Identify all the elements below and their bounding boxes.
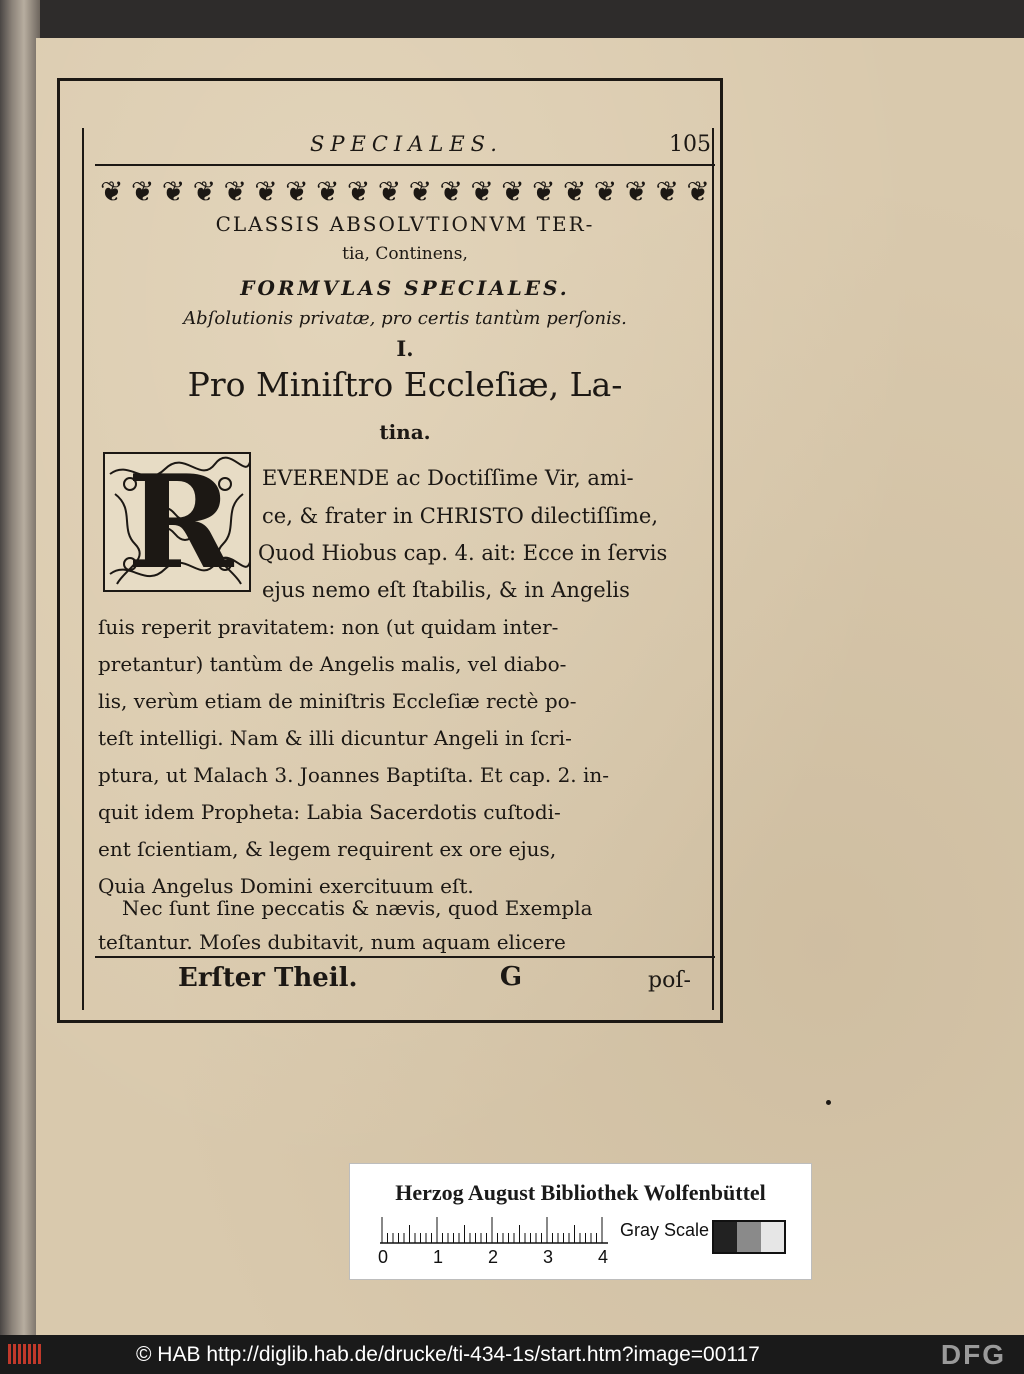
drop-cap-initial [103, 452, 251, 592]
fleuron-icon: ❦ [254, 175, 278, 208]
body-line: pretantur) tantùm de Angelis malis, vel diabo- [98, 652, 567, 676]
running-head [95, 130, 715, 166]
fleuron-icon: ❦ [377, 175, 402, 208]
fleuron-icon: ❦ [655, 175, 679, 208]
fleuron-icon: ❦ [192, 175, 217, 208]
ruler-number: 3 [543, 1247, 554, 1267]
fleuron-icon: ❦ [470, 175, 494, 208]
section-number: I. [396, 336, 414, 361]
copyright-url[interactable]: © HAB http://diglib.hab.de/drucke/ti-434-1s/start.htm?image=00117 [136, 1343, 760, 1366]
ruler-number: 1 [433, 1247, 444, 1267]
ink-spot [826, 1100, 831, 1105]
fleuron-icon: ❦ [686, 175, 710, 208]
library-label [349, 1163, 812, 1280]
library-name: Herzog August Bibliothek Wolfenbüttel [395, 1180, 766, 1205]
running-title: SPECIALES. [310, 132, 503, 156]
gray-swatch [714, 1222, 737, 1252]
heading-line-4: Abſolutionis privatæ, pro certis tantùm perſonis. [183, 308, 627, 329]
section-title: Pro Miniſtro Eccleſiæ, La- [187, 365, 623, 404]
body-line: Quia Angelus Domini exercituum eſt. [98, 874, 474, 898]
body-line: ejus nemo eſt ſtabilis, & in Angelis [262, 578, 630, 602]
body-line: teſt intelligi. Nam & illi dicuntur Angeli in ſcri- [98, 726, 572, 750]
fleuron-icon: ❦ [100, 175, 124, 208]
gray-swatch [761, 1222, 784, 1252]
body-line: lis, verùm etiam de miniſtris Eccleſiæ rectè po- [98, 689, 577, 713]
fleuron-icon: ❦ [532, 175, 556, 208]
fleuron-icon: ❦ [501, 175, 525, 208]
body-line: Nec ſunt ſine peccatis & nævis, quod Exempla [122, 896, 593, 920]
fleuron-icon: ❦ [346, 175, 371, 208]
body-line: Quod Hiobus cap. 4. ait: Ecce in ſervis [258, 541, 668, 565]
footer-bar [0, 1335, 1024, 1374]
fleuron-icon: ❦ [408, 175, 433, 208]
heading-line-1: CLASSIS ABSOLVTIONVM TER- [215, 212, 595, 236]
dfg-logo: DFG [940, 1339, 1006, 1370]
fleuron-icon: ❦ [223, 175, 247, 208]
ruler-number: 4 [598, 1247, 609, 1267]
drop-cap-letter: R [127, 452, 234, 592]
ruler-number: 0 [378, 1247, 389, 1267]
ornament-row [100, 172, 710, 212]
footer-rule [95, 956, 715, 958]
gray-swatch [737, 1222, 760, 1252]
gray-scale-label: Gray Scale [620, 1220, 710, 1240]
ruler-scale [380, 1216, 608, 1244]
fleuron-icon: ❦ [285, 175, 309, 208]
page-number: 105 [669, 132, 711, 157]
fleuron-icon: ❦ [562, 175, 587, 208]
ruler-number: 2 [488, 1247, 499, 1267]
gray-scale-swatch [712, 1220, 786, 1254]
fleuron-icon: ❦ [316, 175, 340, 208]
catchword: poſ- [648, 968, 691, 993]
body-line: ce, & frater in CHRISTO dilectiſſime, [262, 504, 659, 528]
fleuron-icon: ❦ [439, 175, 463, 208]
body-line: quit idem Propheta: Labia Sacerdotis cuſtodi- [98, 800, 561, 824]
fleuron-icon: ❦ [161, 175, 186, 208]
scan-background [0, 0, 40, 1335]
heading-line-3: FORMVLAS SPECIALES. [240, 276, 570, 300]
heading-line-2: tia, Continens, [342, 244, 468, 264]
body-line: ptura, ut Malach 3. Joannes Baptiſta. Et cap. 2. in- [98, 763, 610, 787]
body-line: EVERENDE ac Doctiſſime Vir, ami- [262, 466, 634, 490]
hab-logo-icon [6, 1341, 46, 1367]
body-line: ſuis reperit pravitatem: non (ut quidam inter- [98, 615, 559, 639]
signature-text: Erſter Theil. [178, 963, 358, 993]
signature-mark: G [499, 962, 523, 992]
body-line: ent ſcientiam, & legem requirent ex ore ejus, [98, 837, 557, 861]
fleuron-icon: ❦ [593, 175, 618, 208]
section-title-cont: tina. [379, 420, 431, 444]
fleuron-icon: ❦ [130, 175, 155, 208]
body-line: teſtantur. Moſes dubitavit, num aquam elicere [98, 930, 566, 954]
fleuron-icon: ❦ [624, 175, 649, 208]
